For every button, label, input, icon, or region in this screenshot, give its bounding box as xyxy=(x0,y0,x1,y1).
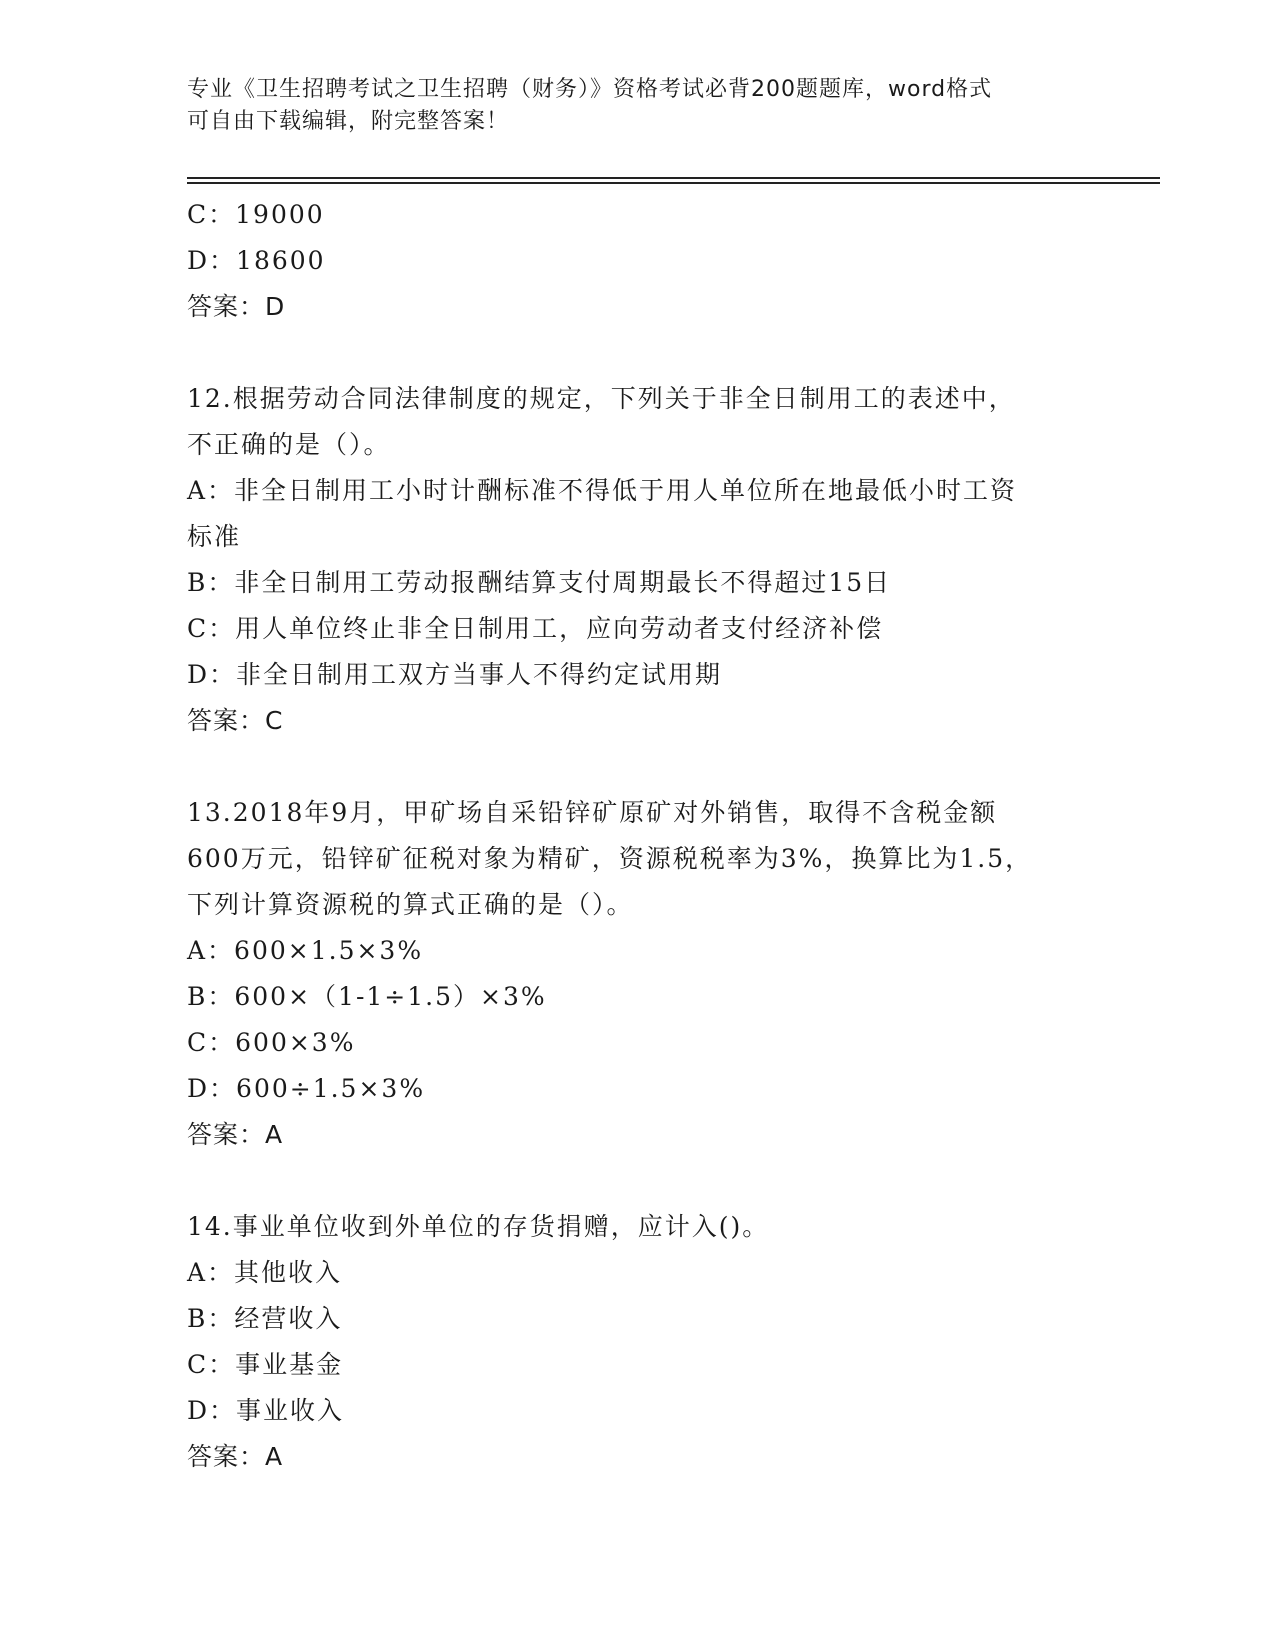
spacer xyxy=(187,330,1087,376)
question-stem-line: 不正确的是（）。 xyxy=(187,430,391,459)
question-stem-line: 600万元，铅锌矿征税对象为精矿，资源税税率为3%，换算比为1.5， xyxy=(187,844,1033,873)
option-d: D：18600 xyxy=(187,246,326,275)
option-a: A：其他收入 xyxy=(187,1258,343,1287)
answer-line: 答案：A xyxy=(187,1442,284,1471)
answer-line: 答案：D xyxy=(187,292,286,321)
question-stem-line: 14.事业单位收到外单位的存货捐赠，应计入()。 xyxy=(187,1212,770,1241)
option-a: A：600×1.5×3% xyxy=(187,936,424,965)
option-b: B：600×（1-1÷1.5）×3% xyxy=(187,982,547,1011)
answer-line: 答案：A xyxy=(187,1120,284,1149)
question-stem-line: 12.根据劳动合同法律制度的规定，下列关于非全日制用工的表述中， xyxy=(187,384,1016,413)
option-a-continued: 标准 xyxy=(187,522,242,551)
option-c: C：事业基金 xyxy=(187,1350,344,1379)
option-a: A：非全日制用工小时计酬标准不得低于用人单位所在地最低小时工资 xyxy=(187,476,1018,505)
question-stem-line: 13.2018年9月，甲矿场自采铅锌矿原矿对外销售，取得不含税金额 xyxy=(187,798,998,827)
previous-question-tail xyxy=(187,192,1087,330)
spacer xyxy=(187,744,1087,790)
option-c: C：19000 xyxy=(187,200,325,229)
spacer xyxy=(187,1158,1087,1204)
question-content xyxy=(187,192,1087,1480)
header-line-1: 专业《卫生招聘考试之卫生招聘（财务）》资格考试必背200题题库，word格式 xyxy=(187,77,993,102)
option-b: B：经营收入 xyxy=(187,1304,343,1333)
header-divider-top xyxy=(187,177,1160,179)
option-c: C：600×3% xyxy=(187,1028,356,1057)
question-13 xyxy=(187,790,1087,1158)
header-line-2: 可自由下载编辑，附完整答案！ xyxy=(187,109,510,134)
question-12 xyxy=(187,376,1087,744)
header-divider-bottom xyxy=(187,182,1160,184)
question-14 xyxy=(187,1204,1087,1480)
option-b: B：非全日制用工劳动报酬结算支付周期最长不得超过15日 xyxy=(187,568,892,597)
option-d: D：600÷1.5×3% xyxy=(187,1074,426,1103)
option-d: D：事业收入 xyxy=(187,1396,345,1425)
question-stem-line: 下列计算资源税的算式正确的是（）。 xyxy=(187,890,634,919)
document-header xyxy=(187,74,1087,138)
option-c: C：用人单位终止非全日制用工，应向劳动者支付经济补偿 xyxy=(187,614,884,643)
answer-line: 答案：C xyxy=(187,706,284,735)
option-d: D：非全日制用工双方当事人不得约定试用期 xyxy=(187,660,723,689)
